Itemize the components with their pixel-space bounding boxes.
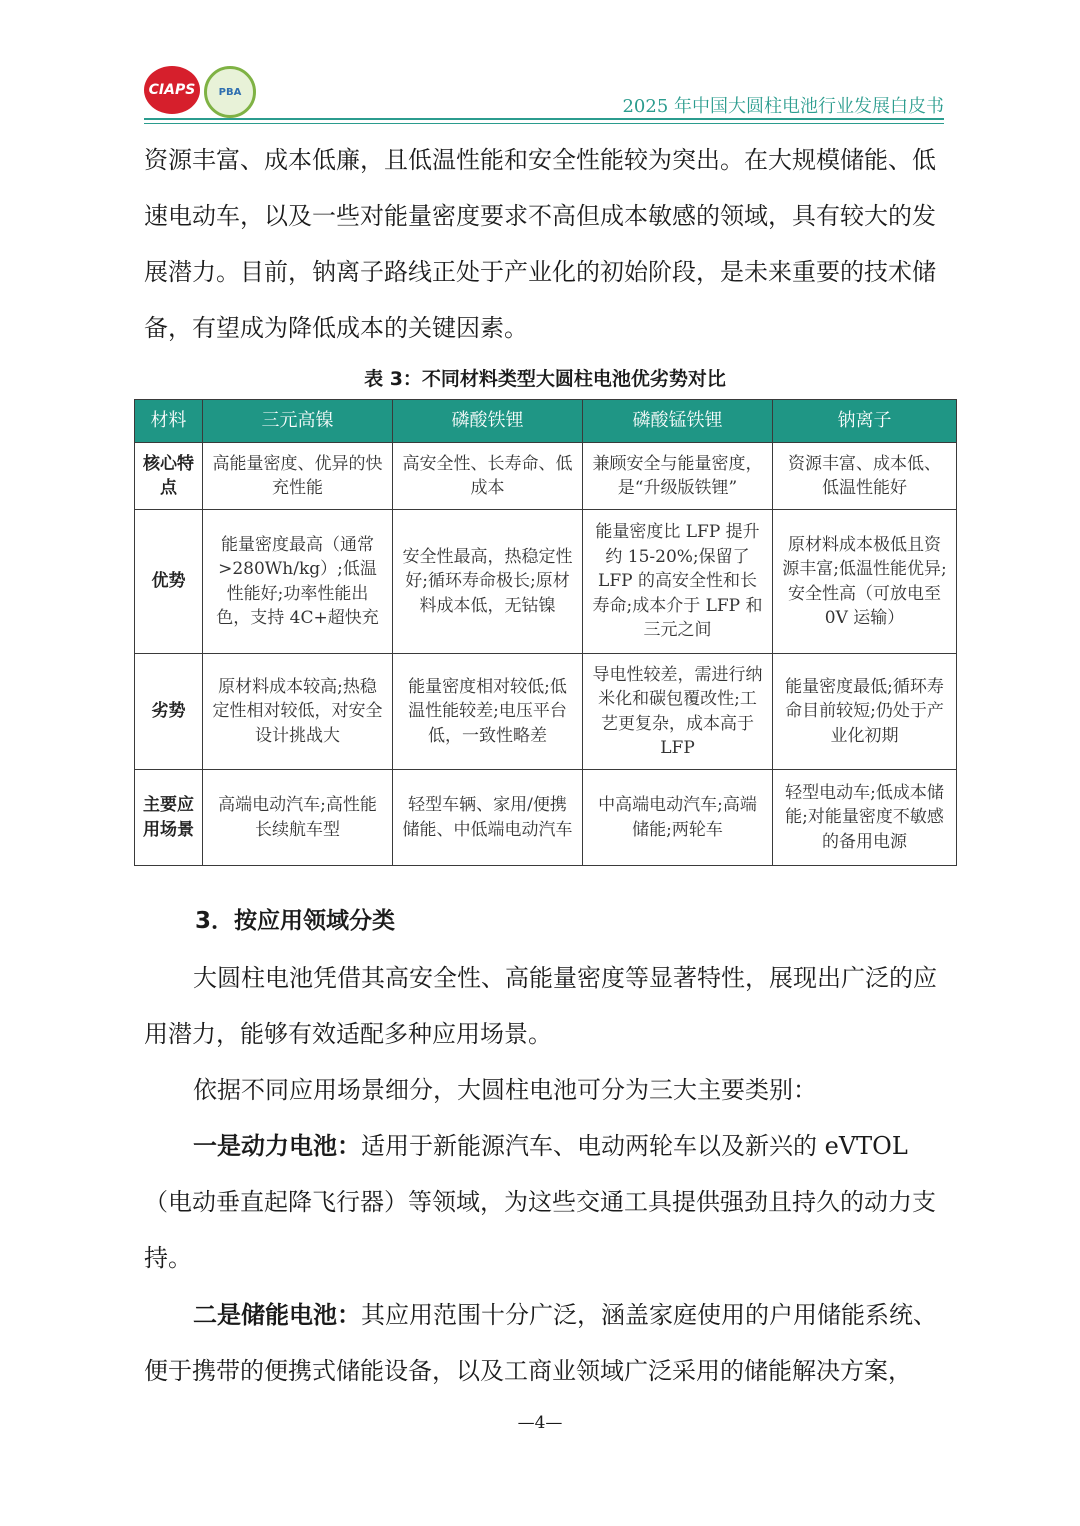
table-cell: 轻型车辆、家用/便携储能、中低端电动汽车 [393, 770, 583, 866]
section-heading: 3．按应用领域分类 [195, 908, 396, 934]
table-cell: 能量密度最高（通常>280Wh/kg）;低温性能好;功率性能出色，支持 4C+超快充 [203, 510, 393, 654]
pba-logo [204, 66, 256, 118]
row-label: 劣势 [135, 654, 203, 770]
power-battery-text: 适用于新能源汽车、电动两轮车以及新兴的 eVTOL（电动垂直起降飞行器）等领域，为这些交通工具提供强劲且持久的动力支持。 [144, 1132, 936, 1272]
table-cell: 兼顾安全与能量密度，是“升级版铁锂” [583, 443, 773, 510]
header-divider-thin [144, 123, 944, 124]
power-battery-paragraph [144, 1118, 946, 1286]
table-header-cell: 钠离子 [773, 400, 957, 443]
ciaps-logo [144, 66, 200, 114]
table-header-cell: 磷酸铁锂 [393, 400, 583, 443]
table-cell: 能量密度相对较低;低温性能较差;电压平台低，一致性略差 [393, 654, 583, 770]
section-paragraph: 大圆柱电池凭借其高安全性、高能量密度等显著特性，展现出广泛的应用潜力，能够有效适配多种应用场景。 [144, 964, 937, 1048]
table-cell: 安全性最高，热稳定性好;循环寿命极长;原材料成本低，无钴镍 [393, 510, 583, 654]
header-divider [144, 118, 944, 120]
table-header-row [135, 400, 957, 443]
table-cell: 资源丰富、成本低、低温性能好 [773, 443, 957, 510]
table-row [135, 654, 957, 770]
table-row [135, 510, 957, 654]
storage-battery-text: 其应用范围十分广泛，涵盖家庭使用的户用储能系统、便于携带的便携式储能设备，以及工商业领域广泛采用的储能解决方案， [144, 1301, 937, 1385]
table-header-cell: 三元高镍 [203, 400, 393, 443]
row-label: 优势 [135, 510, 203, 654]
document-title: 2025 年中国大圆柱电池行业发展白皮书 [622, 96, 944, 117]
row-label: 核心特点 [135, 443, 203, 510]
table-cell: 高安全性、长寿命、低成本 [393, 443, 583, 510]
table-header-cell: 磷酸锰铁锂 [583, 400, 773, 443]
table-row [135, 770, 957, 866]
table-header-cell: 材料 [135, 400, 203, 443]
table-cell: 能量密度最低;循环寿命目前较短;仍处于产业化初期 [773, 654, 957, 770]
table-caption: 表 3：不同材料类型大圆柱电池优劣势对比 [364, 368, 726, 390]
row-label: 主要应用场景 [135, 770, 203, 866]
table-cell: 能量密度比 LFP 提升约 15-20%;保留了 LFP 的高安全性和长寿命;成本介于 LFP 和三元之间 [583, 510, 773, 654]
table-cell: 高能量密度、优异的快充性能 [203, 443, 393, 510]
page-number: —4— [517, 1413, 563, 1433]
intro-paragraph: 资源丰富、成本低廉，且低温性能和安全性能较为突出。在大规模储能、低速电动车，以及一些对能量密度要求不高但成本敏感的领域，具有较大的发展潜力。目前，钠离子路线正处于产业化的初始阶段，是未来重要的技术储备，有望成为降低成本的关键因素。 [144, 146, 936, 342]
ciaps-logo-text: CIAPS [148, 82, 196, 98]
power-battery-lead: 一是动力电池： [193, 1131, 361, 1160]
table-cell: 高端电动汽车;高性能长续航车型 [203, 770, 393, 866]
table-row [135, 443, 957, 510]
table-cell: 原材料成本极低且资源丰富;低温性能优异;安全性高（可放电至 0V 运输） [773, 510, 957, 654]
pba-logo-text: PBA [218, 86, 242, 98]
storage-battery-paragraph [144, 1287, 946, 1399]
table-cell: 原材料成本较高;热稳定性相对较低，对安全设计挑战大 [203, 654, 393, 770]
table-cell: 中高端电动汽车;高端储能;两轮车 [583, 770, 773, 866]
table-cell: 导电性较差，需进行纳米化和碳包覆改性;工艺更复杂，成本高于 LFP [583, 654, 773, 770]
comparison-table [134, 399, 957, 866]
table-cell: 轻型电动车;低成本储能;对能量密度不敏感的备用电源 [773, 770, 957, 866]
storage-battery-lead: 二是储能电池： [193, 1300, 361, 1329]
section-paragraph: 依据不同应用场景细分，大圆柱电池可分为三大主要类别： [193, 1076, 817, 1104]
